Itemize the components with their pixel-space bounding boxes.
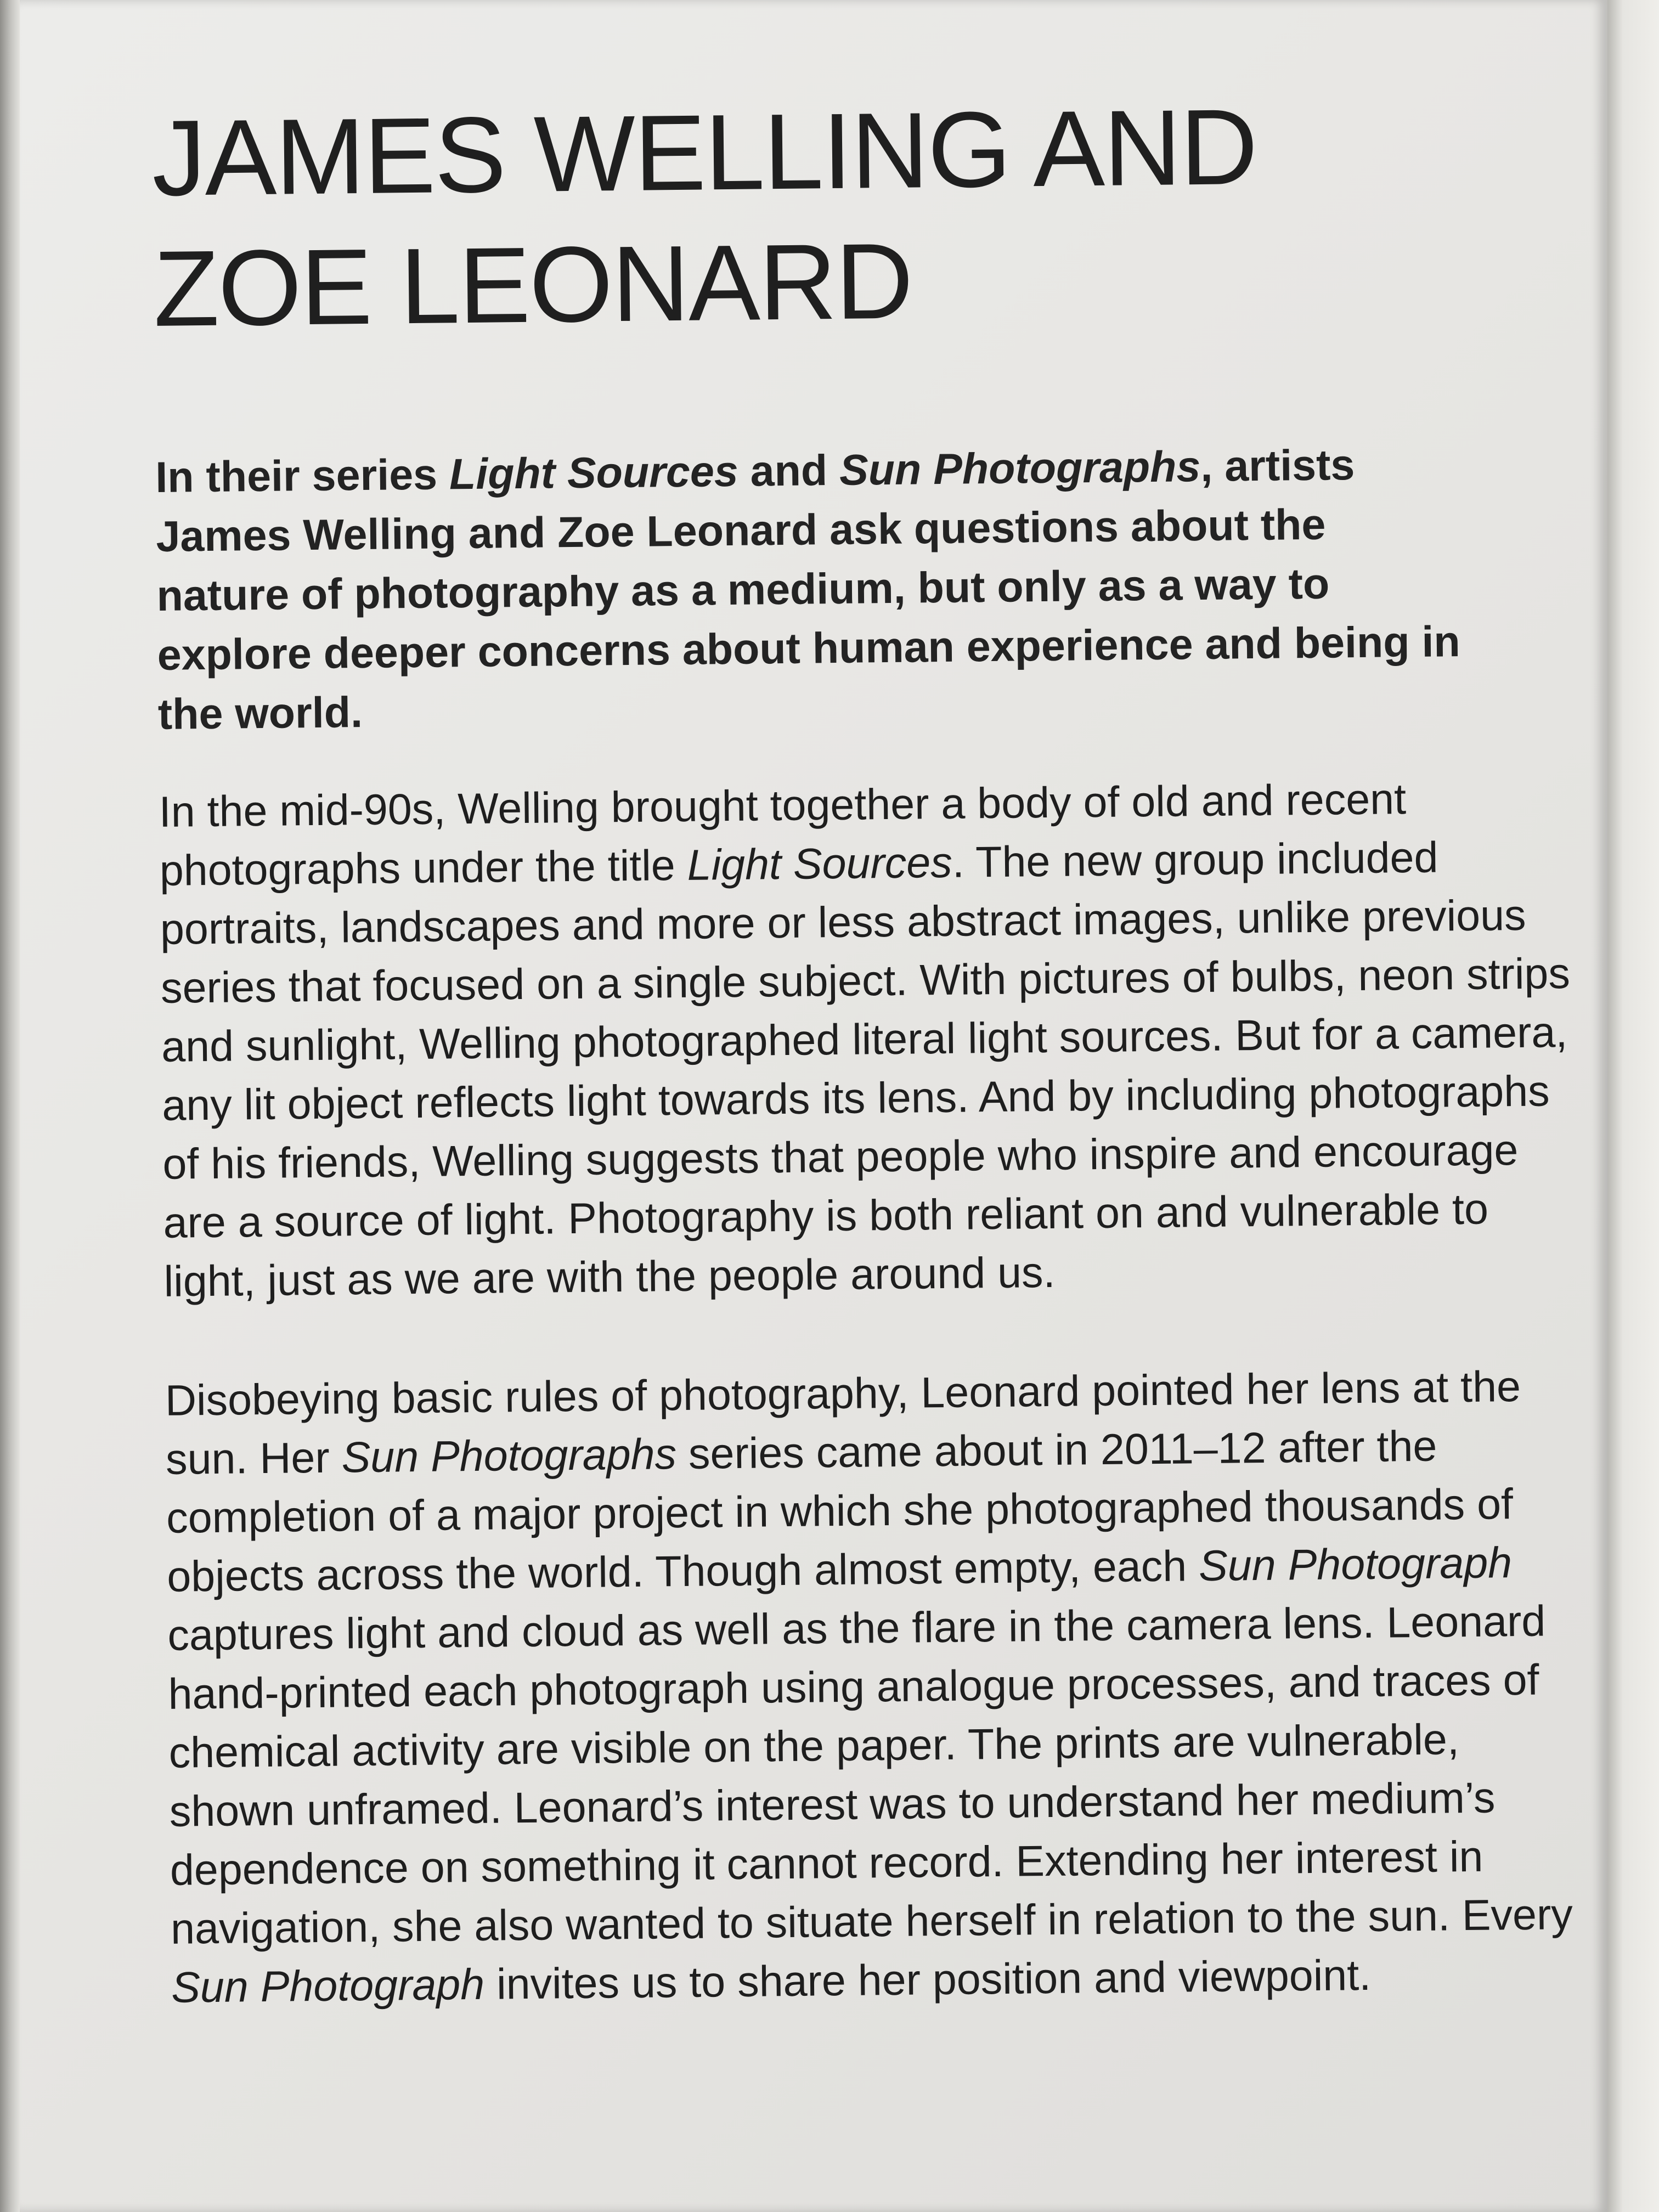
paragraph-text: . The new group included portraits, landscapes and more or less abstract images, unlike previous series that focused on a single subject. With pictures of bulbs, neon strips and sunlight, Welling photographed literal light sources. But for a camera, any lit object reflects light towards its lens. And by including photographs of his friends, Welling suggests that people who inspire and encourage are a source of light. Photography is both reliant on and vulnerable to light, just as we are with the people around us. xyxy=(160,832,1571,1306)
paragraph-text: In their series xyxy=(155,449,450,501)
italic-title-text: Sun Photographs xyxy=(341,1429,677,1482)
italic-title-text: Light Sources xyxy=(687,837,953,889)
paragraph-text: and xyxy=(738,445,840,495)
paragraph-text: invites us to share her position and viewpoint. xyxy=(484,1950,1372,2008)
paragraph-text: Disobeying basic rules of photography, Leonard pointed her lens at the sun. Her xyxy=(165,1361,1521,1483)
italic-title-text: Sun Photographs xyxy=(839,442,1201,494)
italic-title-text: Light Sources xyxy=(449,446,739,499)
paragraph-text: , artists James Welling and Zoe Leonard ask questions about the nature of photography as a medium, but only as a way to explore deeper concerns about human experience and being in the world. xyxy=(155,440,1461,738)
italic-title-text: Sun Photograph xyxy=(171,1959,485,2012)
panel-title: JAMES WELLING AND ZOE LEONARD xyxy=(151,86,1257,349)
panel-left-edge xyxy=(0,0,20,2212)
paragraph-text: captures light and cloud as well as the flare in the camera lens. Leonard hand-printed each photograph using analogue processes, and traces of chemical activity are visible on the paper. The prints are vulnerable, shown unframed. Leonard’s interest was to understand her medium’s dependence on something it cannot record. Extending her interest in navigation, she also wanted to situate herself in relation to the sun. Every xyxy=(167,1596,1573,1953)
leonard-paragraph xyxy=(165,1356,1587,2017)
intro-paragraph xyxy=(155,434,1464,744)
welling-paragraph xyxy=(159,768,1579,1311)
paragraph-text: series came about in 2011–12 after the completion of a major project in which she photographed thousands of objects across the world. Though almost empty, each xyxy=(166,1421,1514,1601)
exhibition-wall-panel xyxy=(20,0,1607,2212)
wall-background xyxy=(1607,0,1659,2212)
paragraph-text: In the mid-90s, Welling brought together a body of old and recent photographs under the title xyxy=(159,774,1407,895)
italic-title-text: Sun Photograph xyxy=(1198,1538,1513,1590)
panel-content xyxy=(151,78,1587,2017)
